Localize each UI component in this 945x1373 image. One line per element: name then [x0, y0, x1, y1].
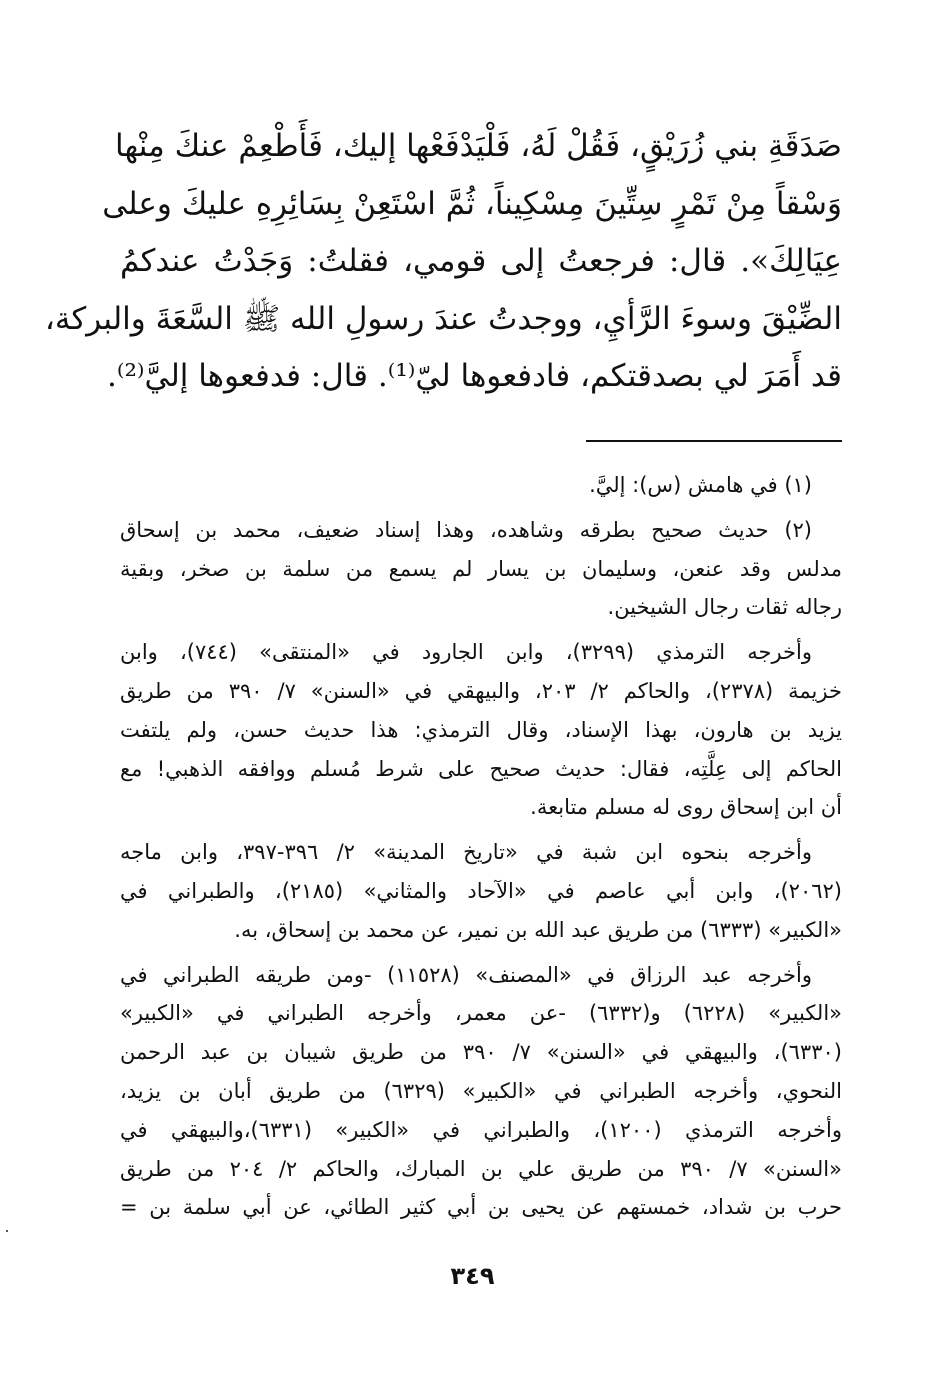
main-text-line: عِيَالِكَ». قال: فرجعتُ إلى قومي، فقلتُ: وَجَدْتُ عندكمُ	[120, 243, 842, 279]
footnote-line: (٦٣٣٠)، والبيهقي في «السنن» ٧/ ٣٩٠ من طريق شيبان بن عبد الرحمن	[120, 1040, 842, 1065]
footnote-line: (٢) حديث صحيح بطرقه وشاهده، وهذا إسناد ضعيف، محمد بن إسحاق	[120, 517, 812, 542]
footnote-separator	[586, 440, 842, 442]
footnote-line: (١) في هامش (س): إليَّ.	[589, 473, 812, 497]
main-text-block	[44, 118, 842, 406]
footnote-paragraph	[120, 956, 842, 1228]
footnote-line: حرب بن شداد، خمستهم عن يحيى بن أبي كثير الطائي، عن أبي سلمة بن =	[120, 1195, 842, 1220]
footnote-line: وأخرجه عبد الرزاق في «المصنف» (١١٥٢٨) -ومن طريقه الطبراني في	[120, 962, 812, 987]
footnote-paragraph	[120, 633, 842, 827]
footnote-line: وأخرجه الترمذي (٣٢٩٩)، وابن الجارود في «المنتقى» (٧٤٤)، وابن	[120, 640, 812, 665]
main-text-line: قد أَمَرَ لي بصدقتكم، فادفعوها ليّ⁽¹⁾. قال: فدفعوها إليَّ⁽²⁾.	[106, 358, 842, 394]
main-text-line: وَسْقاً مِنْ تَمْرٍ سِتِّينَ مِسْكِيناً، ثُمَّ اسْتَعِنْ بِسَائِرِهِ عليكَ وعلى	[102, 185, 842, 222]
footnote-line: (٢٠٦٢)، وابن أبي عاصم في «الآحاد والمثاني» (٢١٨٥)، والطبراني في	[120, 878, 842, 903]
footnote-1	[120, 466, 842, 505]
footnote-line: «الكبير» (٦٢٢٨) و(٦٣٣٢) -عن معمر، وأخرجه الطبراني في «الكبير»	[120, 1001, 842, 1026]
footnote-line: رجاله ثقات رجال الشيخين.	[607, 595, 842, 620]
footnote-line: «السنن» ٧/ ٣٩٠ من طريق علي بن المبارك، والحاكم ٢/ ٢٠٤ من طريق	[120, 1156, 842, 1181]
footnote-line: «الكبير» (٦٣٣٣) من طريق عبد الله بن نمير، عن محمد بن إسحاق، به.	[234, 917, 842, 942]
footnote-2	[120, 511, 842, 627]
page-number: ٣٤٩	[450, 1262, 495, 1290]
footnote-line: وأخرجه الترمذي (١٢٠٠)، والطبراني في «الكبير» (٦٣٣١)،والبيهقي في	[120, 1117, 842, 1142]
margin-mark	[6, 1230, 8, 1232]
main-text-line: صَدَقَةِ بني زُرَيْقٍ، فَقُلْ لَهُ، فَلْيَدْفَعْها إليك، فَأَطْعِمْ عنكَ مِنْها	[115, 128, 842, 164]
footnote-line: وأخرجه بنحوه ابن شبة في «تاريخ المدينة» ٢/ ٣٩٦-٣٩٧، وابن ماجه	[120, 840, 812, 865]
footnote-line: مدلس وقد عنعن، وسليمان بن يسار لم يسمع من سلمة بن صخر، وبقية	[120, 556, 842, 581]
footnote-line: خزيمة (٢٣٧٨)، والحاكم ٢/ ٢٠٣، والبيهقي في «السنن» ٧/ ٣٩٠ من طريق	[120, 678, 842, 703]
footnote-line: الحاكم إلى عِلَّتِه، فقال: حديث صحيح على شرط مُسلم ووافقه الذهبي! مع	[120, 756, 842, 781]
main-text-line: الضِّيْقَ وسوءَ الرَّأيِ، ووجدتُ عندَ رسولِ الله ﷺ السَّعَةَ والبركة،	[44, 300, 842, 337]
footnotes-block	[120, 466, 842, 1233]
footnote-line: النحوي، وأخرجه الطبراني في «الكبير» (٦٣٢٩) من طريق أبان بن يزيد،	[120, 1078, 842, 1103]
footnote-line: يزيد بن هارون، بهذا الإسناد، وقال الترمذي: هذا حديث حسن، ولم يلتفت	[120, 717, 842, 742]
footnote-line: أن ابن إسحاق روى له مسلم متابعة.	[530, 795, 842, 820]
footnote-paragraph	[120, 833, 842, 949]
